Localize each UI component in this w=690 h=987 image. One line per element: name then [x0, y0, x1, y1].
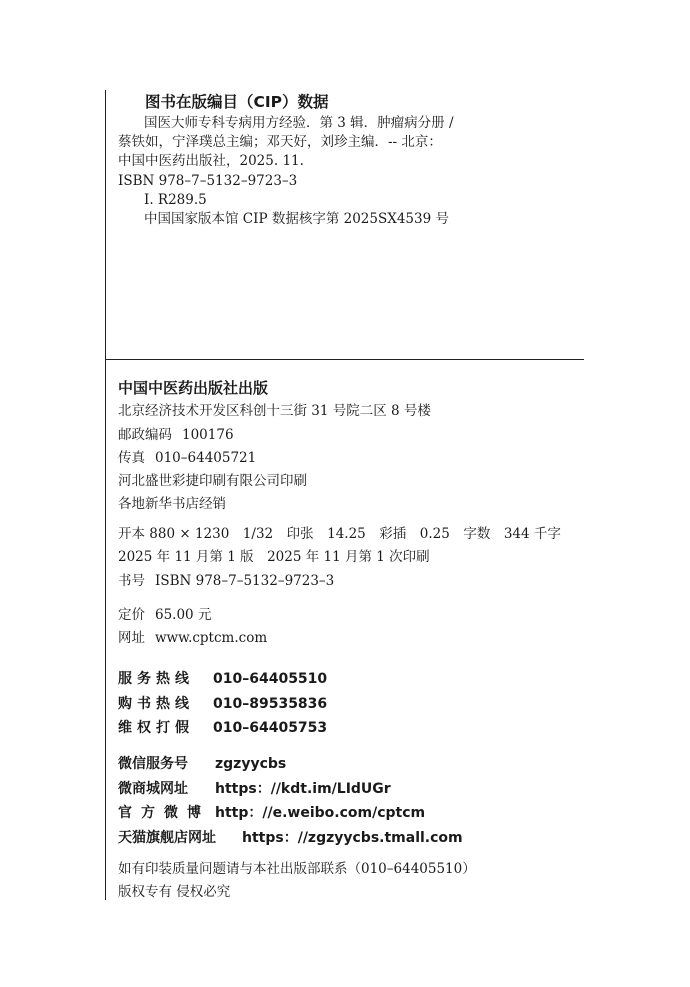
- tmall-label: 天猫旗舰店网址: [118, 830, 216, 847]
- publisher-name: 中国中医药出版社出版: [118, 379, 269, 397]
- book-number-value: ISBN 978–7–5132–9723–3: [155, 572, 335, 589]
- cip-line-record-number: 中国国家版本馆 CIP 数据核字第 2025SX4539 号: [144, 210, 449, 227]
- channel-row: [118, 752, 588, 777]
- weibo-link[interactable]: http：//e.weibo.com/cptcm: [215, 805, 426, 822]
- channels-block: [118, 752, 588, 851]
- fax-label: 传真: [118, 449, 145, 466]
- wechat-label: 微信服务号: [118, 756, 188, 772]
- anti-piracy-hotline-label: 维权打假: [118, 720, 194, 737]
- horizontal-rule: [105, 359, 584, 360]
- postcode-value: 100176: [182, 426, 234, 443]
- price-block: [118, 604, 588, 651]
- channel-row: [118, 826, 588, 851]
- quality-note: 如有印装质量问题请与本社出版部联系（010–64405510）: [118, 861, 476, 877]
- book-number-label: 书号: [118, 572, 145, 589]
- website-link[interactable]: www.cptcm.com: [155, 630, 268, 647]
- hotline-block: [118, 667, 588, 741]
- hotline-row: [118, 667, 588, 692]
- format-line: 开本 880 × 1230 1/32 印张 14.25 彩插 0.25 字数 344 千字: [118, 526, 561, 542]
- publisher-block: [118, 377, 588, 517]
- printer: 河北盛世彩捷印刷有限公司印刷: [118, 473, 307, 490]
- micro-shop-label: 微商城网址: [118, 780, 188, 797]
- cip-line-title: 国医大师专科专病用方经验．第 3 辑．肿瘤病分册 /: [144, 115, 454, 131]
- tmall-link[interactable]: https：//zgzyycbs.tmall.com: [242, 830, 463, 847]
- cip-line-classification: Ⅰ. R289.5: [144, 191, 207, 208]
- price-label: 定价: [118, 607, 145, 623]
- fax-row: [118, 447, 588, 470]
- website-row: [118, 627, 588, 650]
- website-label: 网址: [118, 630, 145, 647]
- hotline-row: [118, 716, 588, 741]
- postcode-row: [118, 424, 588, 447]
- price-row: [118, 604, 588, 627]
- wechat-account: zgzyycbs: [215, 756, 287, 772]
- channel-row: [118, 801, 588, 826]
- book-number-row: [118, 570, 588, 593]
- vertical-rule-bottom: [105, 360, 106, 900]
- service-hotline-label: 服务热线: [118, 671, 194, 687]
- channel-row: [118, 777, 588, 802]
- weibo-label: 官方微博: [118, 805, 210, 822]
- publisher-address: 北京经济技术开发区科创十三街 31 号院二区 8 号楼: [118, 403, 431, 420]
- price-value: 65.00 元: [155, 607, 212, 623]
- cip-line-editors: 蔡铁如，宁泽璞总主编；邓天好，刘珍主编．-- 北京：: [118, 134, 442, 151]
- distributor: 各地新华书店经销: [118, 496, 226, 513]
- anti-piracy-hotline-number: 010–64405753: [213, 720, 328, 737]
- vertical-rule-top: [105, 90, 106, 360]
- edition-line: 2025 年 11 月第 1 版 2025 年 11 月第 1 次印刷: [118, 549, 430, 566]
- cip-line-isbn: ISBN 978–7–5132–9723–3: [118, 172, 298, 189]
- purchase-hotline-label: 购书热线: [118, 695, 194, 712]
- cip-block: [118, 114, 588, 229]
- purchase-hotline-number: 010–89535836: [213, 695, 328, 712]
- footer-block: [118, 858, 588, 905]
- service-hotline-number: 010–64405510: [213, 671, 328, 687]
- hotline-row: [118, 692, 588, 717]
- micro-shop-link[interactable]: https：//kdt.im/LIdUGr: [215, 780, 391, 797]
- copyright-notice: 版权专有 侵权必究: [118, 884, 231, 901]
- specs-block: [118, 523, 588, 593]
- postcode-label: 邮政编码: [118, 426, 172, 443]
- fax-value: 010–64405721: [155, 449, 257, 466]
- cip-title: 图书在版编目（CIP）数据: [145, 93, 329, 111]
- cip-line-publisher: 中国中医药出版社，2025. 11.: [118, 153, 304, 170]
